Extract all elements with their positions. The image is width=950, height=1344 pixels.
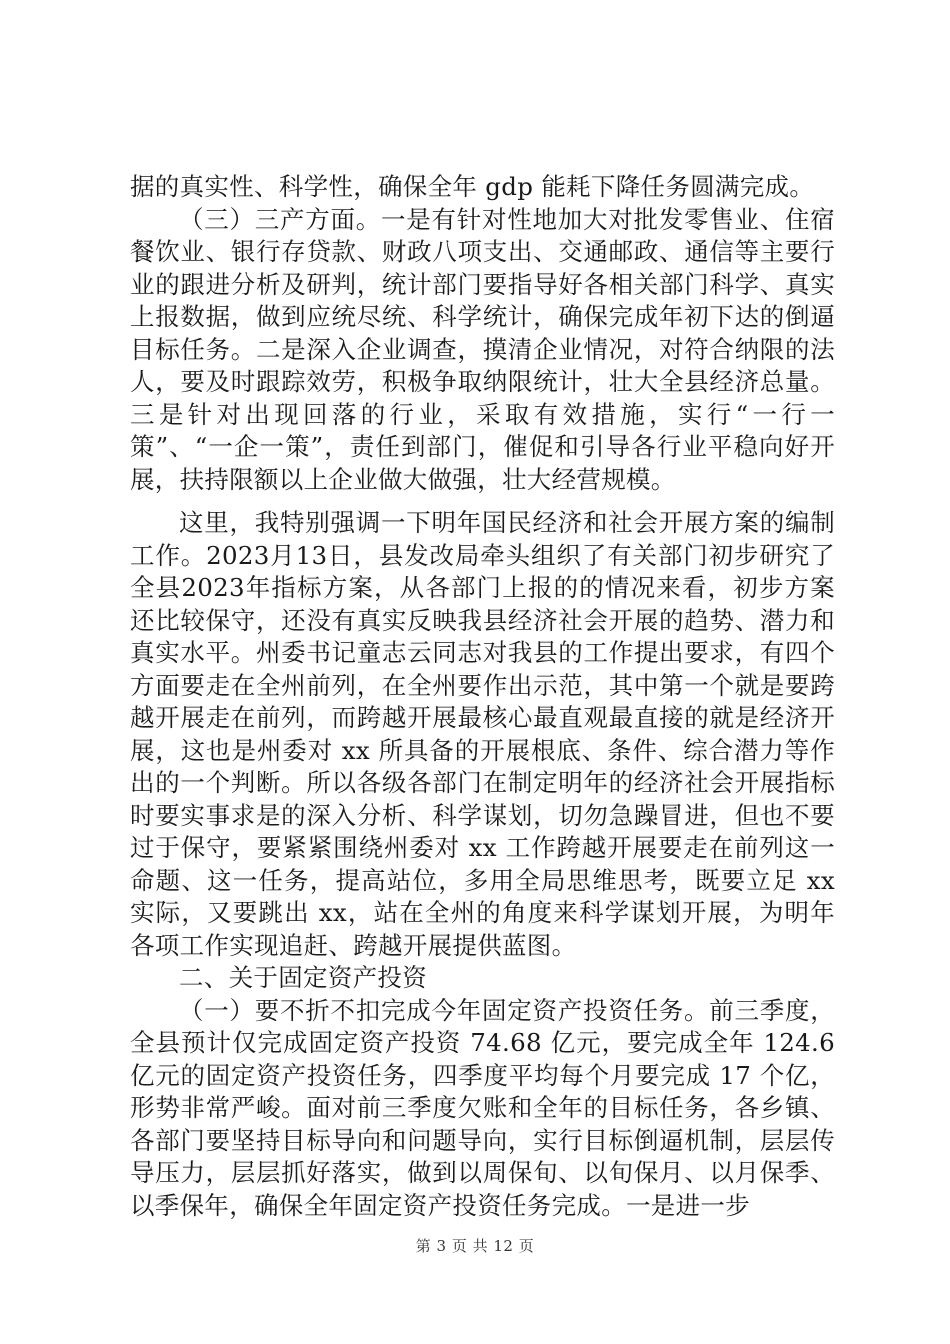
paragraph-continuation: 据的真实性、科学性，确保全年 gdp 能耗下降任务圆满完成。 [130,172,815,201]
paragraph-investment-task: （一）要不折不扣完成今年固定资产投资任务。前三季度，全县预计仅完成固定资产投资 74.68 亿元，要完成全年 124.6 亿元的固定资产投资任务，四季度平均每个月要完成 17 个亿，形势非常严峻。面对前三季度欠账和全年的目标任务，各乡镇、各部门要坚持目标导向和问题导向，实行目标倒逼机制，层层传导压力，层层抓好落实，做到以周保旬、以旬保月、以月保季、以季保年，确保全年固定资产投资任务完成。一是进一步 [130,995,835,1220]
section-heading-fixed-asset-investment: 二、关于固定资产投资 [179,963,427,992]
paragraph-plan-drafting: 这里，我特别强调一下明年国民经济和社会开展方案的编制工作。2023月13日，县发改局牵头组织了有关部门初步研究了全县2023年指标方案，从各部门上报的的情况来看，初步方案还比较保守，还没有真实反映我县经济社会开展的趋势、潜力和真实水平。州委书记童志云同志对我县的工作提出要求，有四个方面要走在全州前列，在全州要作出示范，其中第一个就是要跨越开展走在前列，而跨越开展最核心最直观最直接的就是经济开展，这也是州委对 xx 所具备的开展根底、条件、综合潜力等作出的一个判断。所以各级各部门在制定明年的经济社会开展指标时要实事求是的深入分析、科学谋划，切勿急躁冒进，但也不要过于保守，要紧紧围绕州委对 xx 工作跨越开展要走在前列这一命题、这一任务，提高站位，多用全局思维思考，既要立足 xx 实际，又要跳出 xx，站在全州的角度来科学谋划开展，为明年各项工作实现追赶、跨越开展提供蓝图。 [130,508,835,960]
page-footer: 第 3 页 共 12 页 [415,1237,535,1255]
paragraph-tertiary-industry: （三）三产方面。一是有针对性地加大对批发零售业、住宿餐饮业、银行存贷款、财政八项支出、交通邮政、通信等主要行业的跟进分析及研判，统计部门要指导好各相关部门科学、真实上报数据，做到应统尽统、科学统计，确保完成年初下达的倒逼目标任务。二是深入企业调查，摸清企业情况，对符合纳限的法人，要及时跟踪效劳，积极争取纳限统计，壮大全县经济总量。三是针对出现回落的行业，采取有效措施，实行“一行一策”、“一企一策”，责任到部门，催促和引导各行业平稳向好开展，扶持限额以上企业做大做强，壮大经营规模。 [130,204,835,494]
body-text-bottom [130,507,835,1222]
body-text-top [130,171,835,496]
